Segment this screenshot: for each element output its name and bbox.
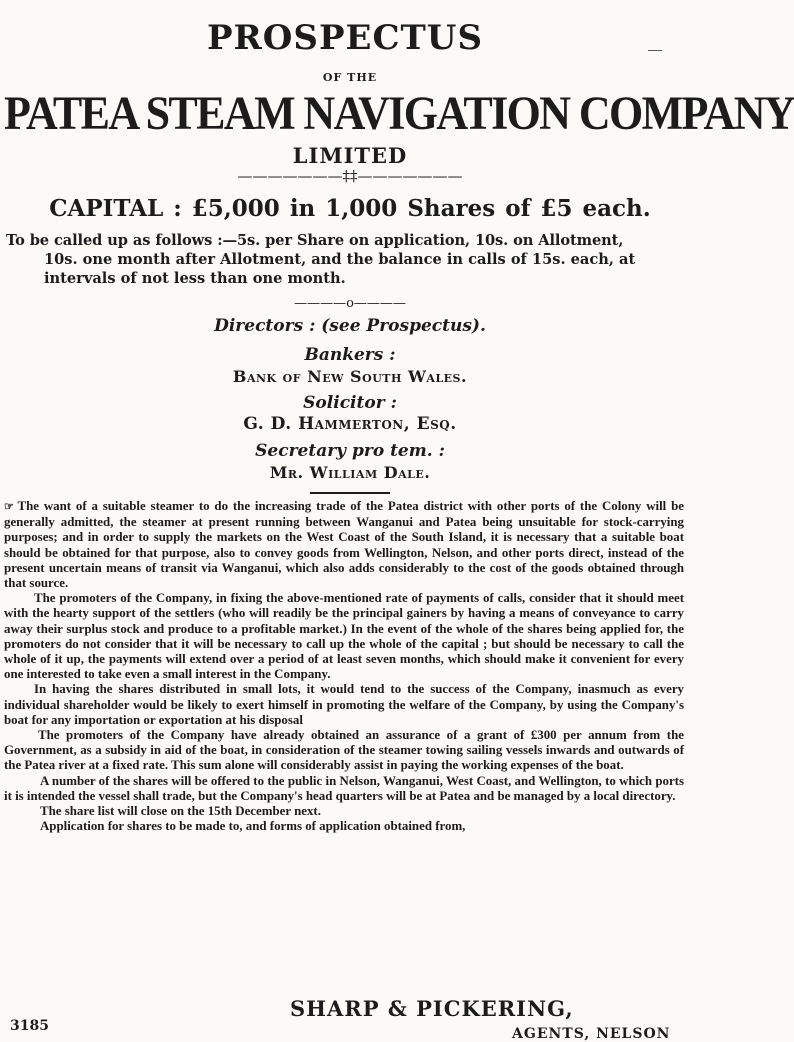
secretary-label: Secretary pro tem. : <box>255 441 445 461</box>
agent-signature: SHARP & PICKERING, <box>290 996 574 1021</box>
capital-line: CAPITAL : £5,000 in 1,000 Shares of £5 each. <box>49 195 651 222</box>
circle-rule: ————o———— <box>294 296 406 311</box>
pointing-hand-icon: ☞ <box>4 501 13 513</box>
secretary-value: Mr. William Dale. <box>269 463 431 482</box>
solicitor-label: Solicitor : <box>303 393 397 413</box>
paragraph-3: In having the shares distributed in small lots, it would tend to the success of the Company, inasmuch as every individual shareholder would be likely to exert himself in promoting the welfare of the Company, by using the Company's boat for any importation or exportation at his disposal <box>4 682 684 727</box>
terms-line-1: To be called up as follows :—5s. per Share on application, 10s. on Allotment, <box>6 232 624 249</box>
paragraph-1 <box>4 499 684 591</box>
stray-mark <box>648 50 662 51</box>
terms-line-2: 10s. one month after Allotment, and the balance in calls of 15s. each, at <box>44 251 636 268</box>
limited-caption: LIMITED <box>292 143 408 168</box>
of-the-caption: OF THE <box>322 71 378 84</box>
company-name: PATEA STEAM NAVIGATION COMPANY <box>4 87 794 140</box>
bankers-value: Bank of New South Wales. <box>232 367 468 386</box>
bankers-label: Bankers : <box>304 345 396 365</box>
share-terms <box>6 231 686 288</box>
terms-line-3: intervals of not less than one month. <box>44 270 346 287</box>
ad-number: 3185 <box>10 1018 49 1034</box>
paragraph-5: A number of the shares will be offered to the public in Nelson, Wanganui, West Coast, and Wellington, to which ports it is intended the vessel shall trade, but the Company's head quarters will be at Patea and be managed by a local directory. <box>4 773 684 803</box>
paragraph-7: Application for shares to be made to, and forms of application obtained from, <box>40 819 466 834</box>
prospectus-body <box>4 499 684 834</box>
section-divider <box>310 492 390 494</box>
agents-caption: AGENTS, NELSON <box>512 1026 671 1042</box>
paragraph-1-text: The want of a suitable steamer to do the increasing trade of the Patea district with other ports of the Colony will be generally admitted, the steamer at present running between Wanganui and Patea being unsuitable for stock-carrying purposes; and in order to supply the markets on the West Coast of the South Island, it is necessary that a suitable boat should be obtained for that purpose, also to convey goods from Wellington, Nelson, and other ports direct, instead of the present uncertain means of transit via Wanganui, which also adds considerably to the cost of the goods obtained through that source. <box>4 499 684 591</box>
paragraph-2: The promoters of the Company, in fixing the above-mentioned rate of payments of calls, consider that it should meet with the hearty support of the settlers (who will readily be the principal gainers by having a means of conveyance to carry away their surplus stock and produce to a profitable market.) In the event of the whole of the shares being applied for, the promoters do not consider that it will be necessary to call up the whole of the capital ; but should be necessary to call the whole of it up, the payments will extend over a period of at least seven months, which should make it convenient for every one interested to take even a small interest in the Company. <box>4 591 684 682</box>
prospectus-title: PROSPECTUS <box>206 18 484 58</box>
directors-label: Directors : (see Prospectus). <box>214 316 486 336</box>
solicitor-value: G. D. Hammerton, Esq. <box>243 414 457 434</box>
dagger-rule: ———————‡‡——————— <box>237 167 463 185</box>
paragraph-6: The share list will close on the 15th December next. <box>40 804 321 819</box>
paragraph-4: The promoters of the Company have already obtained an assurance of a grant of £300 per annum from the Government, as a subsidy in aid of the boat, in consideration of the steamer towing sailing vessels inwards and outwards of the Patea river at a fixed rate. This sum alone will considerably assist in paying the working expenses of the boat. <box>4 728 684 773</box>
